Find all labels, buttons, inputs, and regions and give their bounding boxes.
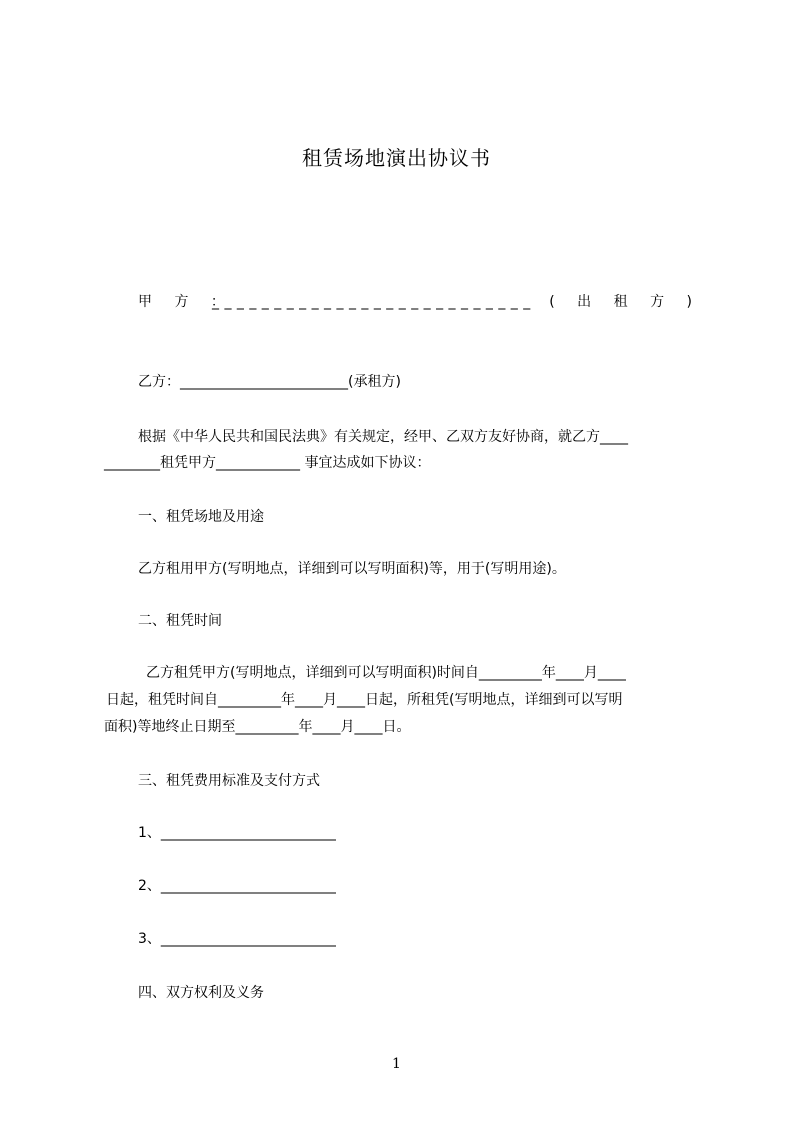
party-a-blank: _ _ _ _ _ _ _ _ _ _ _ _ _ _ _ _ _ _ _ _ _ _ _ _ _ _	[212, 294, 531, 310]
party-a-role: ( 出 租 方 )	[549, 294, 701, 310]
section-1-body: 乙方租用甲方(写明地点，详细到可以写明面积)等，用于(写明用途)。	[138, 561, 566, 577]
section-2-body-line-3: 面积)等地终止日期至_________年____月____日。	[104, 719, 411, 735]
section-3-item-3: 3、_________________________	[138, 931, 336, 947]
document-title: 租赁场地演出协议书	[302, 146, 491, 170]
section-2-heading: 二、租凭时间	[138, 613, 222, 629]
party-b-line: 乙方：________________________(承租方)	[138, 374, 401, 390]
page-number: 1	[392, 1056, 401, 1072]
intro-line-2: ________租凭甲方____________ 事宜达成如下协议：	[104, 455, 431, 471]
section-3-item-2: 2、_________________________	[138, 878, 336, 894]
section-1-heading: 一、租凭场地及用途	[138, 509, 264, 525]
section-2-body-line-2: 日起，租凭时间自_________年____月____日起，所租凭(写明地点，详细到可以写明	[106, 692, 623, 708]
section-3-item-1: 1、_________________________	[138, 825, 336, 841]
section-2-body-line-1: 乙方租凭甲方(写明地点，详细到可以写明面积)时间自_________年____月____	[146, 665, 626, 681]
intro-line-1: 根据《中华人民共和国民法典》有关规定，经甲、乙双方友好协商，就乙方____	[138, 429, 628, 445]
section-4-heading: 四、双方权利及义务	[138, 985, 264, 1001]
party-a-label: 甲 方 ：	[138, 294, 234, 310]
section-3-heading: 三、租凭费用标准及支付方式	[138, 773, 320, 789]
